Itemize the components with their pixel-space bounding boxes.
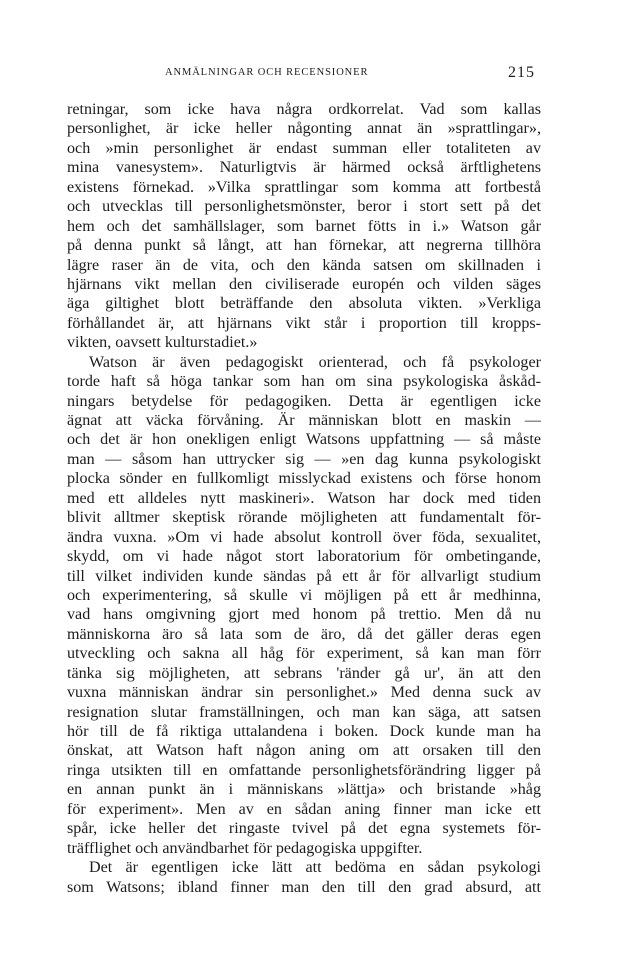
- text-line: för experiment». Men av en sådan aning finner man icke ett: [67, 800, 541, 818]
- text-line: träfflighet och användbarhet för pedagogiska uppgifter.: [67, 839, 423, 857]
- text-line: önskat, att Watson haft någon aning om att orsaken till den: [67, 742, 541, 760]
- text-line: ändra vuxna. »Om vi hade absolut kontroll över föda, sexualitet,: [67, 528, 541, 546]
- text-line: hjärnans vikt mellan den civiliserade europén och vilden säges: [67, 275, 541, 293]
- text-line: med ett alldeles nytt maskineri». Watson har dock med tiden: [67, 489, 541, 507]
- text-line: personlighet, är icke heller någonting annat än »sprattlingar»,: [67, 120, 541, 138]
- text-line: ningars betydelse för pedagogiken. Detta är egentligen icke: [67, 392, 541, 410]
- text-line: och utvecklas till personlighetsmönster, beror i stort sett på det: [67, 198, 541, 216]
- text-line: Det är egentligen icke lätt att bedöma en sådan psykologi: [89, 859, 541, 877]
- text-line: spår, icke heller det ringaste tvivel på det egna systemets för-: [67, 820, 541, 838]
- text-line: torde haft så höga tankar som han om sina psykologiska åskåd-: [67, 373, 541, 391]
- text-line: resignation slutar framställningen, och man kan säga, att satsen: [67, 703, 541, 721]
- text-line: förhållandet är, att hjärnans vikt står i proportion till kropps-: [67, 314, 541, 332]
- running-head: ANMÄLNINGAR OCH RECENSIONER: [165, 67, 369, 78]
- text-line: äga giltighet blott beträffande den absoluta vikten. »Verkliga: [67, 295, 541, 313]
- text-line: och experimentering, så skulle vi möjligen på ett år medhinna,: [67, 586, 541, 604]
- text-line: på denna punkt så långt, att han förnekar, att negrerna tillhöra: [67, 237, 541, 255]
- text-line: Watson är även pedagogiskt orienterad, och få psykologer: [89, 353, 541, 371]
- text-line: existens förnekad. »Vilka sprattlingar som komma att fortbestå: [67, 178, 541, 196]
- text-line: hem och det samhällslager, som barnet fötts in i.» Watson går: [67, 217, 541, 235]
- text-line: retningar, som icke hava några ordkorrelat. Vad som kallas: [67, 101, 541, 118]
- text-line: människorna äro så lata som de äro, då det gäller deras egen: [67, 625, 541, 643]
- page-header: [0, 64, 632, 84]
- text-line: ägnat att väcka förvåning. Är människan blott en maskin —: [67, 412, 541, 429]
- text-line: tänka sig möjligheten, att sebrans 'ränder gå ur', än att den: [67, 664, 541, 682]
- text-line: en annan punkt än i människans »lättja» och bristande »håg: [67, 781, 541, 799]
- page-number: 215: [508, 64, 535, 81]
- text-line: och det är hon onekligen enligt Watsons uppfattning — så måste: [67, 431, 541, 449]
- text-line: och »min personlighet är endast summan eller totaliteten av: [67, 139, 541, 157]
- text-line: hör till de få riktiga uttalandena i boken. Dock kunde man ha: [67, 723, 541, 740]
- text-line: lägre raser än de vita, och den kända satsen om skillnaden i: [67, 256, 541, 274]
- text-line: blivit alltmer skeptisk rörande möjligheten att fundamentalt för-: [67, 509, 541, 527]
- body-text: [67, 100, 541, 897]
- text-line: vad hans omgivning gjort med honom på trettio. Men då nu: [67, 606, 541, 624]
- text-line: man — såsom han uttrycker sig — »en dag kunna psykologiskt: [67, 450, 541, 468]
- text-line: till vilket individen kunde sändas på ett år för allvarligt studium: [67, 567, 541, 585]
- text-line: ringa utsikten till en omfattande personlighetsförändring ligger på: [67, 761, 541, 779]
- text-line: utveckling och sakna all håg för experiment, så kan man förr: [67, 645, 541, 663]
- text-line: vuxna människan ändrar sin personlighet.» Med denna suck av: [67, 684, 541, 702]
- text-line: vikten, oavsett kulturstadiet.»: [67, 334, 258, 352]
- text-line: skydd, om vi hade något stort laboratorium för ombetingande,: [67, 548, 541, 566]
- text-line: mina vanesystem». Naturligtvis är härmed också ärftlighetens: [67, 159, 541, 177]
- text-line: plocka sönder en fullkomligt misslyckad existens och förse honom: [67, 470, 541, 488]
- text-line: som Watsons; ibland finner man den till den grad absurd, att: [67, 878, 541, 896]
